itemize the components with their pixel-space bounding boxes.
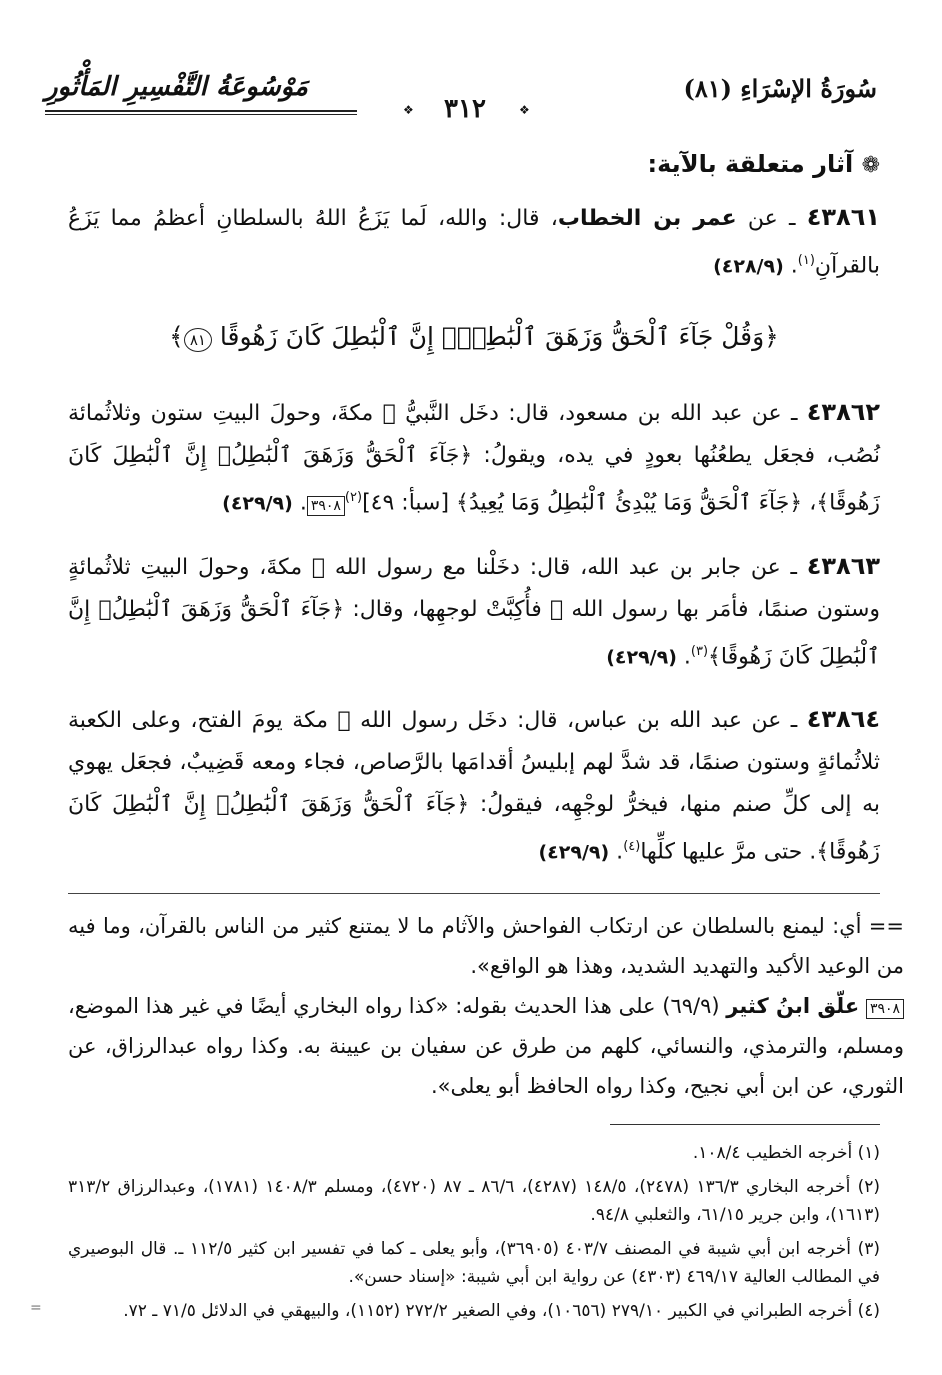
verse-text: ﴿وَقُلْ جَآءَ ٱلْحَقُّ وَزَهَقَ ٱلْبَٰطِلُۚ إِنَّ ٱلْبَٰطِلَ كَانَ زَهُوقًا bbox=[219, 322, 779, 352]
athar-item: ٤٣٨٦٤ ـ عن عبد الله بن عباس، قال: دخَل رسول الله ﷺ مكة يومَ الفتح، وعلى الكعبة ثلاثُمائةٍ وستون صنمًا، قد شدَّ لهم إبليسُ أقدامَها بالرَّصاص، فجاء ومعه قَضِيبٌ، فجعَل يهوي به إلى كلِّ صنم منها، فيخرُّ لوجْهِه، فيقولُ: ﴿جَآءَ ٱلْحَقُّ وَزَهَقَ ٱلْبَٰطِلُۚ إِنَّ ٱلْبَٰطِلَ كَانَ زَهُوقًا﴾. حتى مرَّ عليها كلِّها$^{(٤)}$. (٤٢٩/٩) bbox=[68, 704, 880, 865]
footnote-marker: (٣) bbox=[690, 643, 709, 659]
commentary-notes bbox=[68, 906, 904, 1106]
margin-mark: = bbox=[30, 1300, 42, 1316]
ornament-icon: ❖ bbox=[403, 103, 414, 117]
athar-item: ٤٣٨٦١ ـ عن عمر بن الخطاب، قال: والله، لَما يَزَعُ اللهُ بالسلطانِ أعظمُ مما يَزَعُ بالقرآنِ$^{(١)}$. (٤٢٨/٩) bbox=[68, 203, 880, 279]
volume-reference: (٤٢٩/٩) bbox=[538, 841, 610, 864]
header-rule bbox=[45, 110, 357, 112]
note-entry bbox=[68, 986, 904, 1106]
header-rule bbox=[45, 114, 357, 115]
verse-number: ٨١ bbox=[184, 328, 212, 352]
volume-reference: (٤٢٩/٩) bbox=[606, 645, 677, 668]
note-continuation: == أي: ليمنع بالسلطان عن ارتكاب الفواحش والآثام ما لا يمتنع كثير من الناس بالقرآن، وما فيه من الوعيد الأكيد والتهديد الشديد، وهذا هو الواقع». bbox=[68, 914, 904, 979]
volume-reference: (٤٢٨/٩) bbox=[713, 255, 784, 278]
notes-divider bbox=[68, 893, 880, 894]
item-text: ـ عن bbox=[736, 206, 796, 231]
footnote-marker: (١) bbox=[797, 253, 815, 268]
footnotes-list bbox=[68, 1139, 880, 1325]
footnote-marker: (٤) bbox=[623, 838, 641, 854]
verse-close: ﴾ bbox=[169, 322, 184, 352]
item-number: ٤٣٨٦٢ bbox=[806, 398, 881, 427]
narrator-name: عمر بن الخطاب bbox=[557, 206, 737, 231]
book-title: مَوْسُوعَةُ التَّفْسِيرِ المَأْثُورِ bbox=[45, 72, 308, 102]
page-number: ٣١٢ bbox=[444, 94, 486, 124]
note-lead: علّق ابنُ كثير bbox=[726, 994, 860, 1019]
flower-icon: ❁ bbox=[861, 153, 880, 178]
ornament-icon: ❖ bbox=[519, 103, 530, 117]
item-text: ـ عن جابر بن عبد الله، قال: دخَلْنا مع رسول الله ﷺ مكةَ، وحولَ البيتِ ثلاثُمائةٍ وستون صنمًا، فأمَر بها رسول الله ﷺ فأُكِبَّتْ لوجهِها، وقال: ﴿جَآءَ ٱلْحَقُّ وَزَهَقَ ٱلْبَٰطِلُۚ إِنَّ ٱلْبَٰطِلَ كَانَ زَهُوقًا﴾ bbox=[68, 554, 880, 669]
quran-verse bbox=[68, 315, 880, 359]
footnote-marker: (٢) bbox=[344, 490, 363, 506]
commentary-box: ٣٩٠٨ bbox=[866, 999, 904, 1019]
page-header bbox=[45, 66, 877, 126]
item-text: ـ عن عبد الله بن عباس، قال: دخَل رسول الله ﷺ مكة يومَ الفتح، وعلى الكعبة ثلاثُمائةٍ وستون صنمًا، قد شدَّ لهم إبليسُ أقدامَها بالرَّصاص، فجاء ومعه قَضِيبٌ، فجعَل يهوي به إلى كلِّ صنم منها، فيخرُّ لوجْهِه، فيقولُ: ﴿جَآءَ ٱلْحَقُّ وَزَهَقَ ٱلْبَٰطِلُۚ إِنَّ ٱلْبَٰطِلَ كَانَ زَهُوقًا﴾. حتى مرَّ عليها كلِّها bbox=[68, 707, 880, 865]
footnote: (١) أخرجه الخطيب ١٠٨/٤. bbox=[692, 1143, 880, 1164]
note-body: (٦٩/٩) على هذا الحديث بقوله: «كذا رواه البخاري أيضًا في غير هذا الموضع، ومسلم، والترمذي، والنسائي، كلهم من طرق عن سفيان بن عيينة به. وكذا رواه عبدالرزاق، عن الثوري، عن ابن أبي نجيح، وكذا رواه الحافظ أبو يعلى». bbox=[68, 994, 904, 1099]
footnote: (٣) أخرجه ابن أبي شيبة في المصنف ٤٠٣/٧ (٣٦٩٠٥)، وأبو يعلى ـ كما في تفسير ابن كثير ١١٢/٥ ـ. قال البوصيري في المطالب العالية ٤٦٩/١٧ (٤٣٠٣) عن رواية ابن أبي شيبة: «إسناد حسن». bbox=[68, 1239, 880, 1288]
surah-title: سُورَةُ الإسْرَاءِ (٨١) bbox=[683, 74, 877, 103]
commentary-box[interactable]: ٣٩٠٨ bbox=[307, 496, 345, 516]
page-body bbox=[68, 150, 904, 1331]
section-title-text: آثار متعلقة بالآية: bbox=[647, 150, 854, 178]
footnotes-rule bbox=[610, 1124, 880, 1133]
section-title bbox=[68, 150, 880, 178]
item-number: ٤٣٨٦٣ bbox=[806, 551, 880, 580]
footnote: (٤) أخرجه الطبراني في الكبير ٢٧٩/١٠ (١٠٦٥٦)، وفي الصغير ٢٧٢/٢ (١١٥٢)، والبيهقي في الدلائل ٧١/٥ ـ ٧٢. bbox=[123, 1301, 880, 1322]
item-number: ٤٣٨٦٤ bbox=[806, 704, 880, 733]
item-text: ـ عن عبد الله بن مسعود، قال: دخَل النَّبيُّ ﷺ مكةَ، وحولَ البيتِ ستون وثلاثُمائة نُصُب، فجعَل يطعُنُها بعودٍ في يده، ويقولُ: ﴿جَآءَ ٱلْحَقُّ وَزَهَقَ ٱلْبَٰطِلُۚ إِنَّ ٱلْبَٰطِلَ كَانَ زَهُوقًا﴾، ﴿جَآءَ ٱلْحَقُّ وَمَا يُبْدِئُ ٱلْبَٰطِلُ وَمَا يُعِيدُ﴾ [سبأ: ٤٩] bbox=[68, 401, 880, 516]
athar-item: ٤٣٨٦٢ ـ عن عبد الله بن مسعود، قال: دخَل النَّبيُّ ﷺ مكةَ، وحولَ البيتِ ستون وثلاثُمائة نُصُب، فجعَل يطعُنُها بعودٍ في يده، ويقولُ: ﴿جَآءَ ٱلْحَقُّ وَزَهَقَ ٱلْبَٰطِلُۚ إِنَّ ٱلْبَٰطِلَ كَانَ زَهُوقًا﴾، ﴿جَآءَ ٱلْحَقُّ وَمَا يُبْدِئُ ٱلْبَٰطِلُ وَمَا يُعِيدُ﴾ [سبأ: ٤٩]$^{(٢)}$٣٩٠٨. (٤٢٩/٩) bbox=[68, 398, 881, 516]
athar-item: ٤٣٨٦٣ ـ عن جابر بن عبد الله، قال: دخَلْنا مع رسول الله ﷺ مكةَ، وحولَ البيتِ ثلاثُمائةٍ وستون صنمًا، فأمَر بها رسول الله ﷺ فأُكِبَّتْ لوجهِها، وقال: ﴿جَآءَ ٱلْحَقُّ وَزَهَقَ ٱلْبَٰطِلُۚ إِنَّ ٱلْبَٰطِلَ كَانَ زَهُوقًا﴾$^{(٣)}$. (٤٢٩/٩) bbox=[68, 551, 880, 669]
item-number: ٤٣٨٦١ bbox=[806, 203, 880, 231]
volume-reference: (٤٢٩/٩) bbox=[222, 492, 293, 515]
footnote: (٢) أخرجه البخاري ١٣٦/٣ (٢٤٧٨)، ١٤٨/٥ (٤٢٨٧)، ٨٦/٦ ـ ٨٧ (٤٧٢٠)، ومسلم ١٤٠٨/٣ (١٧٨١)، وعبدالرزاق ٣١٣/٢ (١٦١٣)، وابن جرير ٦١/١٥، والثعلبي ٩٤/٨. bbox=[68, 1177, 881, 1226]
item-text: ، قال: والله، لَما يَزَعُ اللهُ بالسلطانِ أعظمُ مما يَزَعُ بالقرآنِ bbox=[68, 206, 880, 279]
